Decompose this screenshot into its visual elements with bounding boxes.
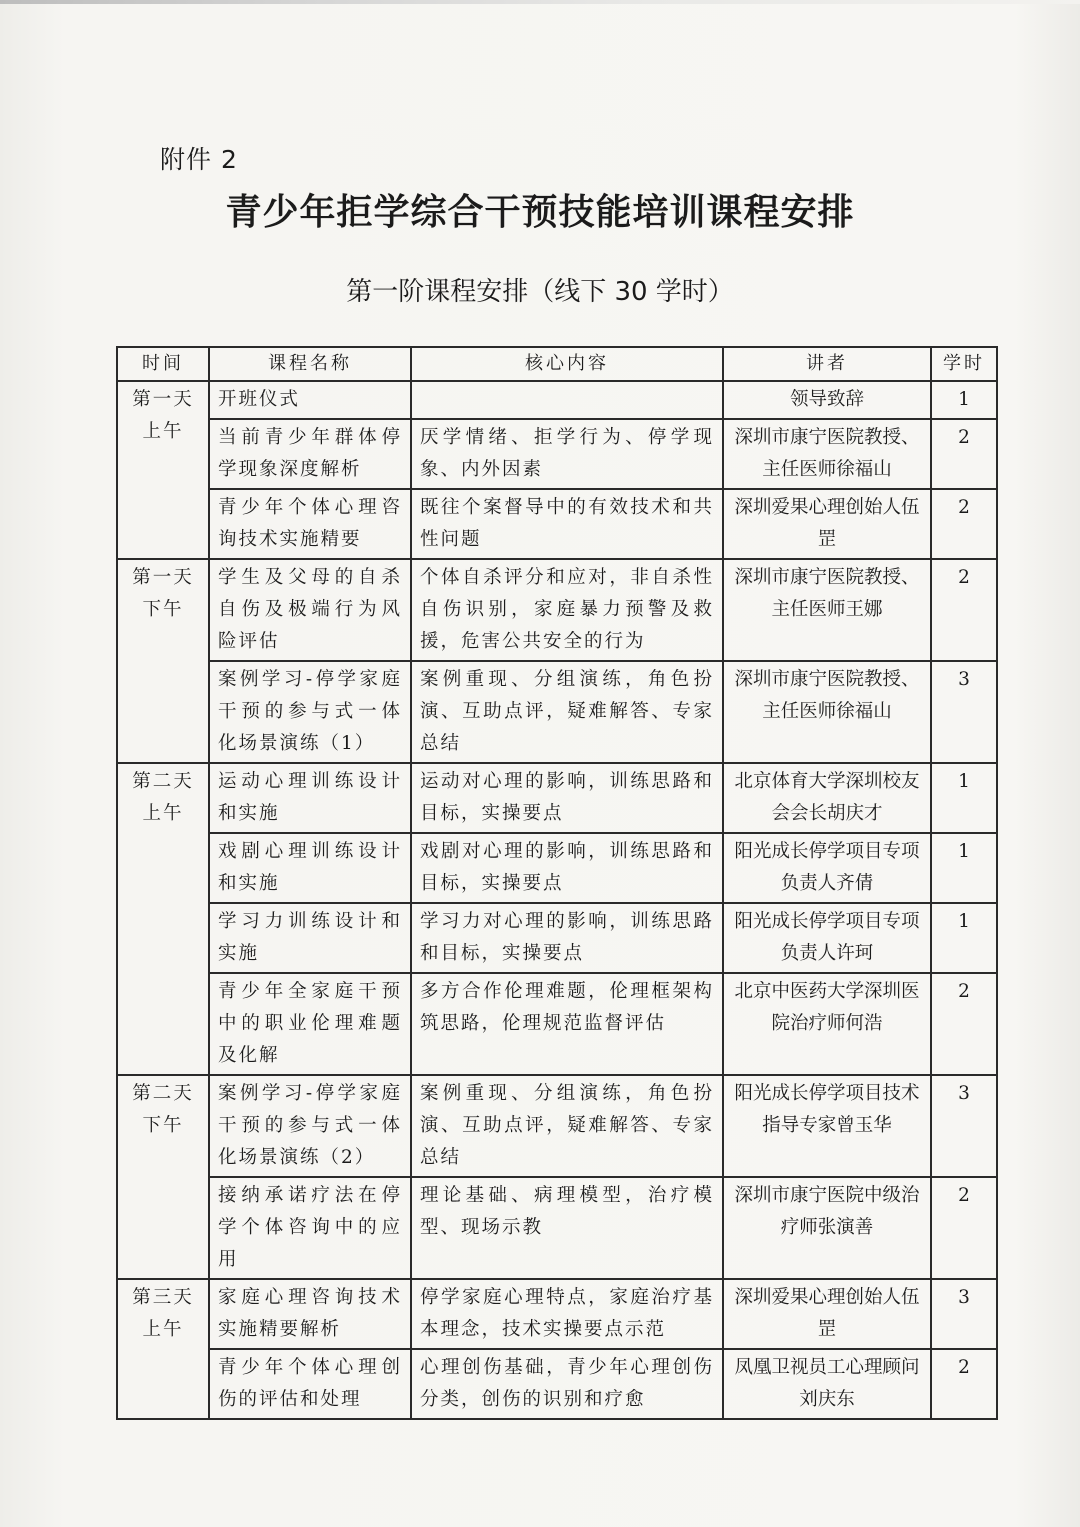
- speaker-cell: 深圳市康宁医院中级治疗师张演善: [723, 1177, 931, 1279]
- speaker-cell: 深圳市康宁医院教授、主任医师徐福山: [723, 661, 931, 763]
- speaker-cell: 深圳爱果心理创始人伍罡: [723, 1279, 931, 1349]
- content-cell: 案例重现、分组演练，角色扮演、互助点评，疑难解答、专家总结: [411, 661, 723, 763]
- course-cell: 家庭心理咨询技术实施精要解析: [209, 1279, 411, 1349]
- table-row: [117, 381, 997, 419]
- col-header-hours: 学时: [931, 347, 997, 381]
- session-cell: 第一天 下午: [117, 559, 209, 763]
- content-cell: 个体自杀评分和应对，非自杀性自伤识别，家庭暴力预警及救援，危害公共安全的行为: [411, 559, 723, 661]
- table-row: [117, 419, 997, 489]
- table-row: [117, 661, 997, 763]
- hours-cell: 2: [931, 1349, 997, 1419]
- table-row: [117, 1075, 997, 1177]
- hours-cell: 1: [931, 763, 997, 833]
- speaker-cell: 阳光成长停学项目专项负责人许珂: [723, 903, 931, 973]
- speaker-cell: 深圳市康宁医院教授、主任医师徐福山: [723, 419, 931, 489]
- course-cell: 开班仪式: [209, 381, 411, 419]
- course-cell: 戏剧心理训练设计和实施: [209, 833, 411, 903]
- content-cell: 理论基础、病理模型，治疗模型、现场示教: [411, 1177, 723, 1279]
- table-row: [117, 903, 997, 973]
- schedule-table: [116, 346, 998, 1420]
- hours-cell: 2: [931, 489, 997, 559]
- hours-cell: 2: [931, 419, 997, 489]
- content-cell: 戏剧对心理的影响，训练思路和目标，实操要点: [411, 833, 723, 903]
- col-header-speaker: 讲者: [723, 347, 931, 381]
- content-cell: 学习力对心理的影响，训练思路和目标，实操要点: [411, 903, 723, 973]
- course-cell: 案例学习-停学家庭干预的参与式一体化场景演练（2）: [209, 1075, 411, 1177]
- table-row: [117, 1349, 997, 1419]
- hours-cell: 3: [931, 661, 997, 763]
- speaker-cell: 北京体育大学深圳校友会会长胡庆才: [723, 763, 931, 833]
- course-cell: 学习力训练设计和实施: [209, 903, 411, 973]
- speaker-cell: 深圳市康宁医院教授、主任医师王娜: [723, 559, 931, 661]
- hours-cell: 1: [931, 903, 997, 973]
- content-cell: 运动对心理的影响，训练思路和目标，实操要点: [411, 763, 723, 833]
- hours-cell: 2: [931, 1177, 997, 1279]
- speaker-cell: 深圳爱果心理创始人伍罡: [723, 489, 931, 559]
- content-cell: 心理创伤基础，青少年心理创伤分类，创伤的识别和疗愈: [411, 1349, 723, 1419]
- content-cell: 厌学情绪、拒学行为、停学现象、内外因素: [411, 419, 723, 489]
- table-row: [117, 1279, 997, 1349]
- speaker-cell: 阳光成长停学项目技术指导专家曾玉华: [723, 1075, 931, 1177]
- col-header-time: 时间: [117, 347, 209, 381]
- course-cell: 案例学习-停学家庭干预的参与式一体化场景演练（1）: [209, 661, 411, 763]
- speaker-cell: 领导致辞: [723, 381, 931, 419]
- hours-cell: 3: [931, 1279, 997, 1349]
- content-cell: [411, 381, 723, 419]
- course-cell: 青少年全家庭干预中的职业伦理难题及化解: [209, 973, 411, 1075]
- course-cell: 青少年个体心理创伤的评估和处理: [209, 1349, 411, 1419]
- session-cell: 第二天 上午: [117, 763, 209, 1075]
- course-cell: 运动心理训练设计和实施: [209, 763, 411, 833]
- hours-cell: 1: [931, 381, 997, 419]
- hours-cell: 2: [931, 559, 997, 661]
- scan-edge-line: [0, 0, 1080, 4]
- document-subtitle: 第一阶课程安排（线下 30 学时）: [346, 277, 734, 307]
- course-cell: 青少年个体心理咨询技术实施精要: [209, 489, 411, 559]
- table-row: [117, 763, 997, 833]
- hours-cell: 2: [931, 973, 997, 1075]
- course-cell: 当前青少年群体停学现象深度解析: [209, 419, 411, 489]
- col-header-course: 课程名称: [209, 347, 411, 381]
- table-row: [117, 973, 997, 1075]
- hours-cell: 1: [931, 833, 997, 903]
- attachment-label: 附件 2: [160, 145, 238, 174]
- session-cell: 第一天 上午: [117, 381, 209, 559]
- content-cell: 既往个案督导中的有效技术和共性问题: [411, 489, 723, 559]
- table-header-row: [117, 347, 997, 381]
- speaker-cell: 凤凰卫视员工心理顾问刘庆东: [723, 1349, 931, 1419]
- table-row: [117, 489, 997, 559]
- content-cell: 停学家庭心理特点，家庭治疗基本理念，技术实操要点示范: [411, 1279, 723, 1349]
- table-row: [117, 559, 997, 661]
- course-cell: 接纳承诺疗法在停学个体咨询中的应用: [209, 1177, 411, 1279]
- hours-cell: 3: [931, 1075, 997, 1177]
- table-row: [117, 833, 997, 903]
- content-cell: 案例重现、分组演练，角色扮演、互助点评，疑难解答、专家总结: [411, 1075, 723, 1177]
- speaker-cell: 北京中医药大学深圳医院治疗师何浩: [723, 973, 931, 1075]
- table-row: [117, 1177, 997, 1279]
- course-cell: 学生及父母的自杀自伤及极端行为风险评估: [209, 559, 411, 661]
- session-cell: 第二天 下午: [117, 1075, 209, 1279]
- content-cell: 多方合作伦理难题，伦理框架构筑思路，伦理规范监督评估: [411, 973, 723, 1075]
- session-cell: 第三天 上午: [117, 1279, 209, 1419]
- document-title: 青少年拒学综合干预技能培训课程安排: [225, 192, 855, 233]
- col-header-content: 核心内容: [411, 347, 723, 381]
- speaker-cell: 阳光成长停学项目专项负责人齐倩: [723, 833, 931, 903]
